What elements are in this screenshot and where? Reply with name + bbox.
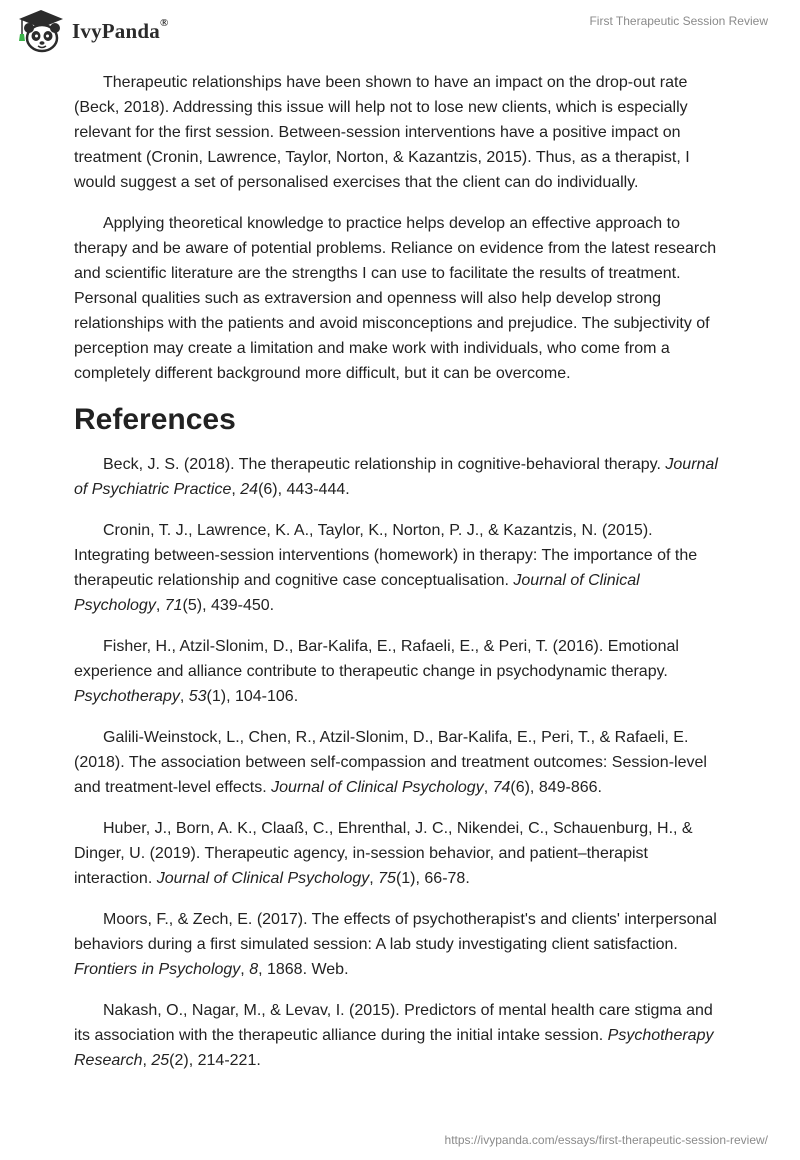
reference-pre: Galili-Weinstock, L., Chen, R., Atzil-Slonim, D., Bar-Kalifa, E., Peri, T., & Rafaeli, E. (2018). The association between self-compassion and treatment outcomes: Session-level and treatment-level effects. — [74, 729, 707, 796]
reference-entry — [74, 518, 726, 618]
reference-volume: 25 — [151, 1052, 170, 1069]
brand-name: IvyPanda® — [72, 16, 169, 43]
reference-post: (1), 66-78. — [395, 870, 470, 887]
reference-sep: , — [142, 1052, 152, 1069]
reference-volume: 24 — [240, 481, 259, 498]
reference-pre: Fisher, H., Atzil-Slonim, D., Bar-Kalifa, E., Rafaeli, E., & Peri, T. (2016). Emotional experience and alliance contribute to therapeutic change in psychodynamic therapy. — [74, 638, 679, 680]
reference-pre: Beck, J. S. (2018). The therapeutic relationship in cognitive-behavioral therapy. — [103, 456, 666, 473]
reference-pre: Nakash, O., Nagar, M., & Levav, I. (2015). Predictors of mental health care stigma and its association with the therapeutic alliance during the initial intake session. — [74, 1002, 713, 1044]
reference-sep: , — [231, 481, 241, 498]
reference-entry — [74, 725, 726, 800]
reference-pre: Moors, F., & Zech, E. (2017). The effects of psychotherapist's and clients' interpersonal behaviors during a first simulated session: A lab study investigating client satisfaction. — [74, 911, 717, 953]
ivypanda-logo[interactable] — [16, 8, 168, 54]
body-paragraph: Therapeutic relationships have been shown to have an impact on the drop-out rate (Beck, 2018). Addressing this issue will help not to lose new clients, which is especially relevant for the first session. Between-session interventions have a positive impact on treatment (Cronin, Lawrence, Taylor, Norton, & Kazantzis, 2015). Thus, as a therapist, I would suggest a set of personalised exercises that the client can do individually. — [74, 74, 690, 191]
reference-journal: Psychotherapy — [74, 688, 180, 705]
reference-list — [74, 452, 726, 1073]
reference-sep: , — [240, 961, 250, 978]
reference-pre: Cronin, T. J., Lawrence, K. A., Taylor, K., Norton, P. J., & Kazantzis, N. (2015). Integrating between-session interventions (homework) in therapy: The importance of the therapeutic relationship and cognitive case conceptualisation. — [74, 522, 698, 589]
essay-content — [74, 70, 726, 1089]
reference-pre: Huber, J., Born, A. K., Claaß, C., Ehrenthal, J. C., Nikendei, C., Schauenburg, H., & Dinger, U. (2019). Therapeutic agency, in-session behavior, and patient–therapist interaction. — [74, 820, 693, 887]
reference-post: , 1868. Web. — [258, 961, 349, 978]
reference-entry — [74, 816, 726, 891]
reference-journal: Journal of Clinical Psychology — [156, 870, 370, 887]
reference-post: (6), 443-444. — [258, 481, 350, 498]
reference-volume: 75 — [378, 870, 396, 887]
reference-journal: Journal of Psychiatric Practice — [74, 456, 718, 498]
reference-entry — [74, 634, 726, 709]
document-title: First Therapeutic Session Review — [589, 14, 768, 28]
reference-post: (1), 104-106. — [206, 688, 299, 705]
source-url[interactable]: https://ivypanda.com/essays/first-therapeutic-session-review/ — [444, 1133, 768, 1147]
reference-sep: , — [369, 870, 379, 887]
reference-post: (6), 849-866. — [510, 779, 602, 796]
reference-entry — [74, 998, 726, 1073]
reference-volume: 8 — [249, 961, 259, 978]
reference-journal: Frontiers in Psychology — [74, 961, 241, 978]
reference-entry — [74, 452, 726, 502]
panda-graduate-icon — [16, 8, 66, 54]
reference-sep: , — [179, 688, 189, 705]
reference-entry — [74, 907, 726, 982]
reference-sep: , — [483, 779, 493, 796]
reference-journal: Psychotherapy Research — [74, 1027, 714, 1069]
reference-volume: 53 — [188, 688, 207, 705]
reference-volume: 74 — [492, 779, 511, 796]
reference-journal: Journal of Clinical Psychology — [271, 779, 484, 796]
references-heading: References — [74, 403, 236, 436]
reference-journal: Journal of Clinical Psychology — [74, 572, 640, 614]
reference-sep: , — [155, 597, 165, 614]
reference-post: (5), 439-450. — [182, 597, 275, 614]
body-paragraph: Applying theoretical knowledge to practice helps develop an effective approach to therapy and be aware of potential problems. Reliance on evidence from the latest research and scientific literature are the strengths I can use to facilitate the results of treatment. Personal qualities such as extraversion and openness will also help develop strong relationships with the patients and avoid misconceptions and prejudice. The subjectivity of perception may create a limitation and make work with individuals, who come from a completely different background more difficult, but it can be overcome. — [74, 215, 717, 382]
reference-volume: 71 — [164, 597, 183, 614]
page-header — [0, 0, 800, 60]
reference-post: (2), 214-221. — [169, 1052, 261, 1069]
